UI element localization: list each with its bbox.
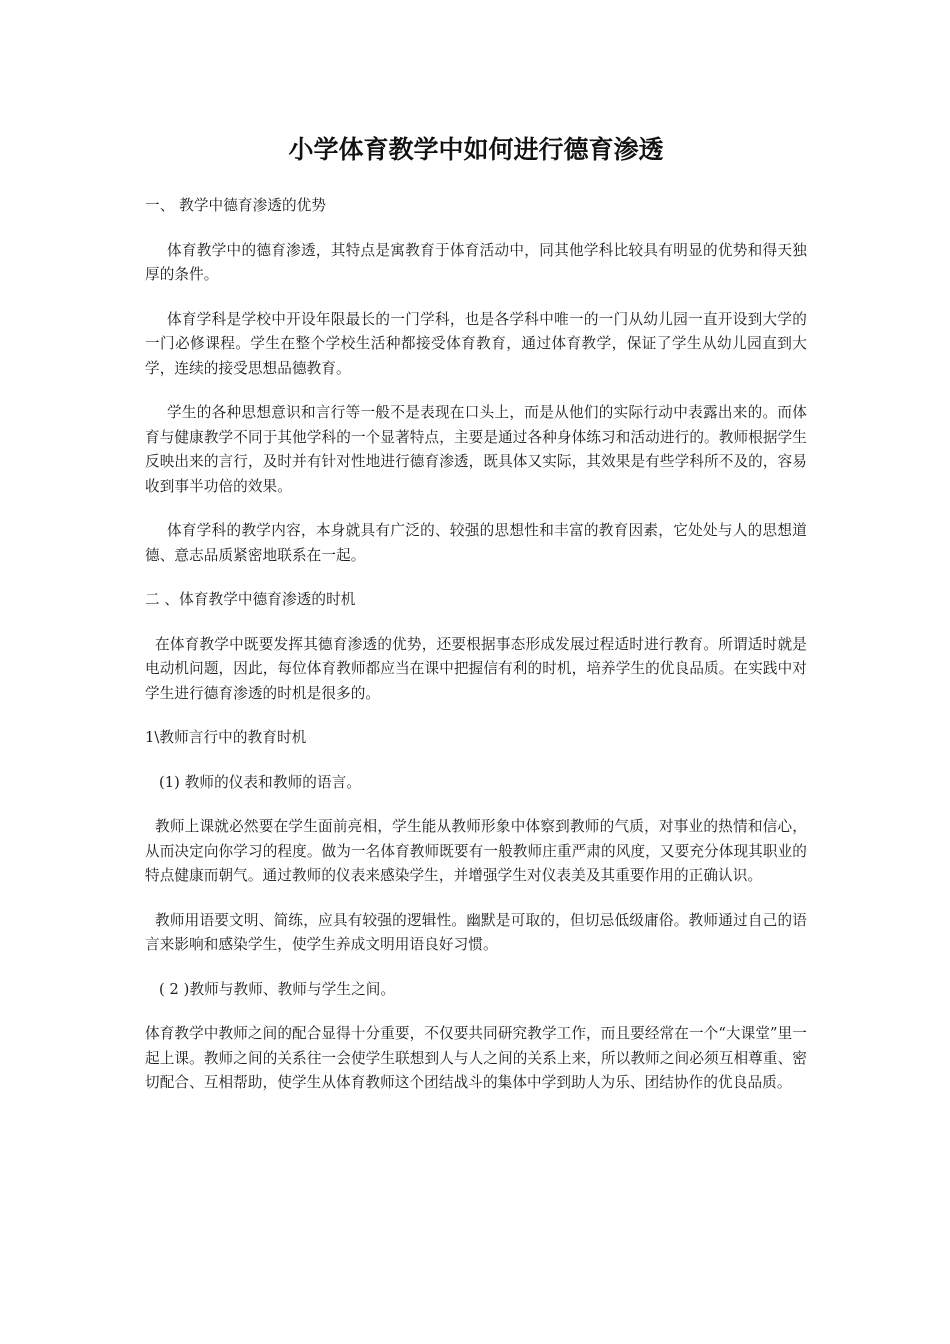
- item-1-heading: (1) 教师的仪表和教师的语言。: [159, 773, 362, 791]
- document-title: 小学体育教学中如何进行德育渗透: [288, 135, 664, 164]
- paragraph-5: 在体育教学中既要发挥其德育渗透的优势，还要根据事态形成发展过程适时进行教育。所谓适时就是电动机问题，因此，每位体育教师都应当在课中把握信有利的时机，培养学生的优良品质。在实践中对学生进行德育渗透的时机是很多的。: [145, 635, 807, 702]
- item-2-heading: ( 2 )教师与教师、教师与学生之间。: [159, 980, 396, 998]
- paragraph-7: 教师用语要文明、简练，应具有较强的逻辑性。幽默是可取的，但切忌低级庸俗。教师通过自己的语言来影响和感染学生，使学生养成文明用语良好习惯。: [145, 911, 807, 953]
- document-page: [145, 128, 807, 1116]
- paragraph-2: 体育学科是学校中开设年限最长的一门学科，也是各学科中唯一的一门从幼儿园一直开设到大学的一门必修课程。学生在整个学校生活种都接受体育教育，通过体育教学，保证了学生从幼儿园直到大学，连续的接受思想品德教育。: [145, 310, 807, 377]
- section-1-heading: 一、 教学中德育渗透的优势: [145, 197, 327, 214]
- paragraph-4: 体育学科的教学内容，本身就具有广泛的、较强的思想性和丰富的教育因素，它处处与人的思想道德、意志品质紧密地联系在一起。: [145, 522, 807, 564]
- section-2-heading: 二 、体育教学中德育渗透的时机: [145, 591, 356, 608]
- paragraph-8: 体育教学中教师之间的配合显得十分重要，不仅要共同研究教学工作，而且要经常在一个“大课堂”里一起上课。教师之间的关系往一会使学生联想到人与人之间的关系上来，所以教师之间必须互相尊重、密切配合、互相帮助，使学生从体育教师这个团结战斗的集体中学到助人为乐、团结协作的优良品质。: [145, 1025, 807, 1091]
- paragraph-1: 体育教学中的德育渗透，其特点是寓教育于体育活动中，同其他学科比较具有明显的优势和得天独厚的条件。: [145, 241, 807, 283]
- subsection-1-heading: 1\教师言行中的教育时机: [145, 729, 307, 746]
- paragraph-6: 教师上课就必然要在学生面前亮相，学生能从教师形象中体察到教师的气质，对事业的热情和信心，从而决定向你学习的程度。做为一名体育教师既要有一般教师庄重严肃的风度，又要充分体现其职业的特点健康而朝气。通过教师的仪表来感染学生，并增强学生对仪表美及其重要作用的正确认识。: [145, 818, 807, 884]
- paragraph-3: 学生的各种思想意识和言行等一般不是表现在口头上，而是从他们的实际行动中表露出来的。而体育与健康教学不同于其他学科的一个显著特点，主要是通过各种身体练习和活动进行的。教师根据学生反映出来的言行，及时并有针对性地进行德育渗透，既具体又实际，其效果是有些学科所不及的，容易收到事半功倍的效果。: [145, 404, 807, 495]
